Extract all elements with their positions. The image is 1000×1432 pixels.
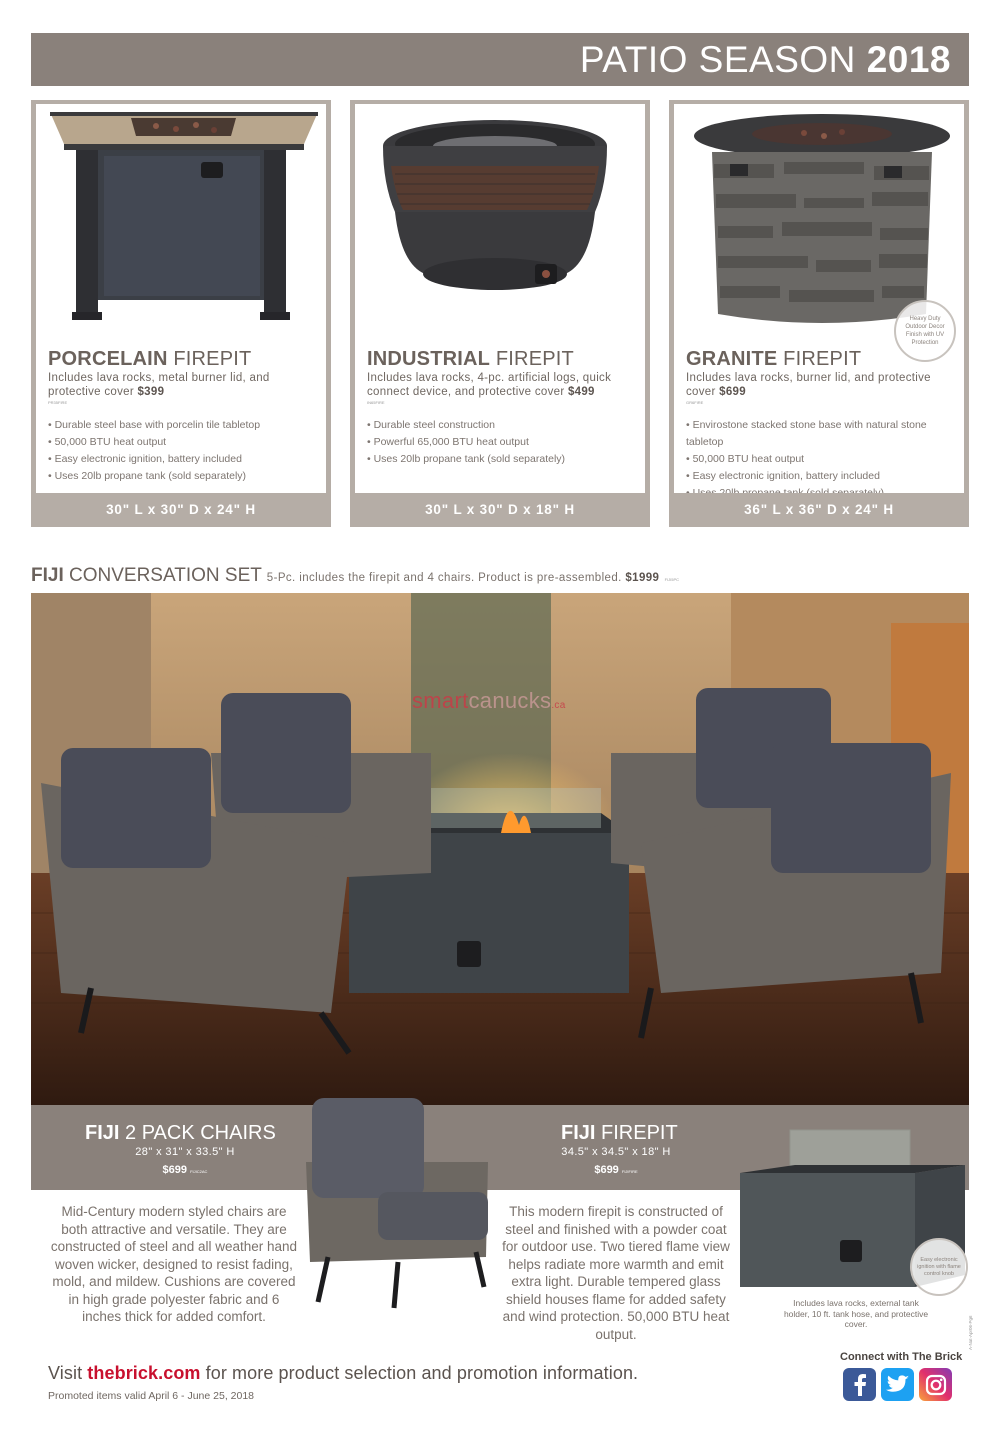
product-price: $499 <box>567 386 595 398</box>
product-dimensions: 36" L x 36" D x 24" H <box>669 493 969 527</box>
footer-visit: Visit thebrick.com for more product selection and promotion information. <box>48 1363 639 1383</box>
firepit-price: $699 FIJIFIRE <box>594 1164 638 1176</box>
product-sku: IN65FIRE <box>367 400 385 405</box>
feature-item: • 50,000 BTU heat output <box>48 434 323 451</box>
title-prefix: PATIO SEASON <box>579 39 856 80</box>
firepit-caption: Includes lava rocks, external tank holder, 10 ft. tank hose, and protective cover. <box>783 1298 929 1329</box>
product-description: Includes lava rocks, burner lid, and protective cover $699 <box>686 372 931 398</box>
product-price: $399 <box>137 386 165 398</box>
title-year: 2018 <box>866 39 951 80</box>
product-dimensions: 30" L x 30" D x 18" H <box>350 493 650 527</box>
uv-protection-badge: Heavy Duty Outdoor Decor Finish with UV Protection <box>894 300 956 362</box>
product-description: Includes lava rocks, metal burner lid, and protective cover $399 <box>48 372 270 398</box>
chairs-title: FIJI 2 PACK CHAIRS <box>85 1122 276 1144</box>
feature-item: • 50,000 BTU heat output <box>686 451 961 468</box>
product-sku: GR6FIRE <box>686 400 704 405</box>
product-dimensions: 30" L x 30" D x 24" H <box>31 493 331 527</box>
product-card-granite <box>669 100 969 527</box>
product-price: $699 <box>719 386 746 398</box>
promo-validity: Promoted items valid April 6 - June 25, 2018 <box>48 1390 255 1402</box>
ignition-badge: Easy electronic ignition with flame control knob <box>910 1238 968 1296</box>
product-description: Includes lava rocks, 4-pc. artificial logs, quick connect device, and protective cover $499 <box>367 372 612 398</box>
firepit-description: This modern firepit is constructed of steel and finished with a powder coat for outdoor use. Two tiered flame view helps radiate more warmth and emit extra light. Durable tempered glass shield houses flame for added safety and wind protection. 50,000 BTU heat output. <box>502 1204 730 1342</box>
firepit-dimensions: 34.5" x 34.5" x 18" H <box>561 1146 671 1158</box>
twitter-icon[interactable] <box>881 1368 914 1401</box>
product-name: GRANITE FIREPIT <box>686 348 862 370</box>
product-sku: PR35FIRE <box>48 400 68 405</box>
chairs-description: Mid-Century modern styled chairs are both attractive and versatile. They are constructed of steel and all weather hand woven wicker, designed to resist fading, mold, and mildew. Cushions are covered in high grade polyester fabric and 6 inches thick for added comfort. <box>50 1204 298 1324</box>
product-card-industrial <box>350 100 650 527</box>
fiji-chair-image <box>298 1092 498 1310</box>
page-title <box>580 39 951 81</box>
feature-list <box>686 417 961 502</box>
connect-label: Connect with The Brick <box>840 1351 963 1363</box>
industrial-firepit-image <box>355 104 645 342</box>
card-inner <box>36 104 326 493</box>
conversation-set-subtitle: 5-Pc. includes the firepit and 4 chairs. Product is pre-assembled. $1999 <box>266 572 660 584</box>
watermark: smartcanucks.ca <box>412 688 566 713</box>
feature-item: • Powerful 65,000 BTU heat output <box>367 434 642 451</box>
header-bar <box>31 33 969 86</box>
fiji-set-photo <box>31 593 969 1105</box>
feature-list <box>367 417 642 468</box>
feature-item: • Durable steel construction <box>367 417 642 434</box>
feature-item: • Envirostone stacked stone base with natural stone tabletop <box>686 417 961 451</box>
chairs-price: $699 FIJIC2AC <box>162 1164 208 1176</box>
product-name: PORCELAIN FIREPIT <box>48 348 252 370</box>
porcelain-firepit-image <box>36 104 326 342</box>
feature-item: • Durable steel base with porcelin tile tabletop <box>48 417 323 434</box>
firepit-title: FIJI FIREPIT <box>561 1122 678 1144</box>
card-inner <box>355 104 645 493</box>
conversation-set-sku: FIJI5PC <box>664 577 680 582</box>
legal-code: A-Nat-Apr06-Pg6 <box>968 1315 973 1350</box>
chairs-dimensions: 28" x 31" x 33.5" H <box>135 1146 235 1158</box>
facebook-icon[interactable] <box>843 1368 876 1401</box>
conversation-set-price: $1999 <box>625 572 660 584</box>
instagram-icon[interactable] <box>919 1368 952 1401</box>
product-card-porcelain <box>31 100 331 527</box>
conversation-set-title: FIJI CONVERSATION SET 5-Pc. includes the firepit and 4 chairs. Product is pre-assembled. $1999 FIJI5PC <box>31 565 680 586</box>
feature-list <box>48 417 323 485</box>
feature-item: • Easy electronic ignition, battery included <box>686 468 961 485</box>
card-inner <box>674 104 964 493</box>
feature-item: • Uses 20lb propane tank (sold separately) <box>48 468 323 485</box>
feature-item: • Easy electronic ignition, battery included <box>48 451 323 468</box>
feature-item: • Uses 20lb propane tank (sold separately) <box>367 451 642 468</box>
thebrick-link[interactable]: thebrick.com <box>87 1363 201 1383</box>
product-name: INDUSTRIAL FIREPIT <box>367 348 574 370</box>
